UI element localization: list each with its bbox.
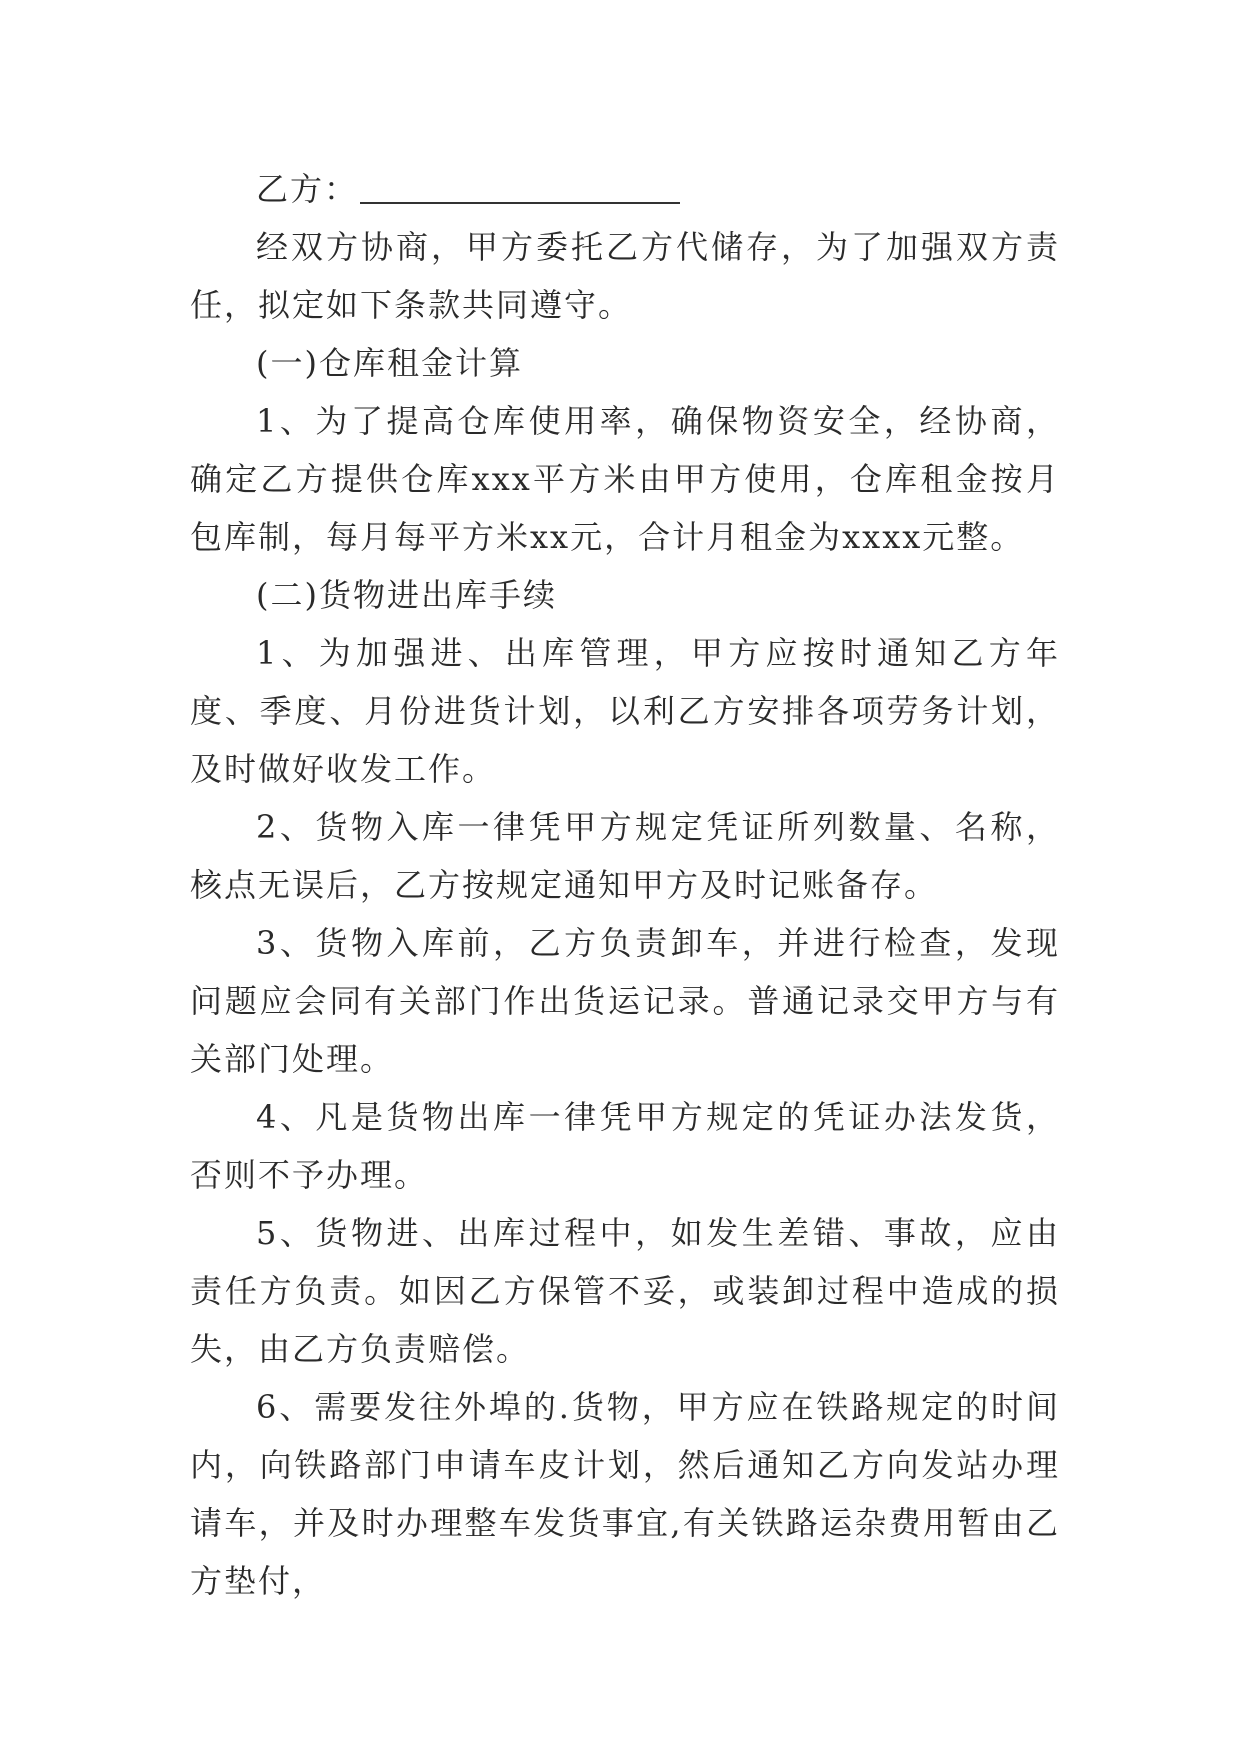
- clause-procedure-4: 4、凡是货物出库一律凭甲方规定的凭证办法发货，否则不予办理。: [190, 1098, 1060, 1194]
- party-b-label: 乙方：: [256, 170, 359, 208]
- party-b-blank: [360, 172, 680, 204]
- clause-procedure-1: 1、为加强进、出库管理，甲方应按时通知乙方年度、季度、月份进货计划，以利乙方安排各项劳务计划，及时做好收发工作。: [190, 634, 1060, 788]
- clause-procedure-6: 6、需要发往外埠的.货物，甲方应在铁路规定的时间内，向铁路部门申请车皮计划，然后通知乙方向发站办理请车，并及时办理整车发货事宜,有关铁路运杂费用暂由乙方垫付，: [190, 1388, 1060, 1600]
- section-heading-rent: (一)仓库租金计算: [256, 344, 523, 382]
- clause-procedure-3: 3、货物入库前，乙方负责卸车，并进行检查，发现问题应会同有关部门作出货运记录。普通记录交甲方与有关部门处理。: [190, 924, 1060, 1078]
- party-b-line: [190, 160, 1060, 218]
- paragraph-intro: 经双方协商，甲方委托乙方代储存，为了加强双方责任，拟定如下条款共同遵守。: [190, 228, 1060, 324]
- clause-rent-1: 1、为了提高仓库使用率，确保物资安全，经协商，确定乙方提供仓库xxx平方米由甲方使用，仓库租金按月包库制，每月每平方米xx元，合计月租金为xxxx元整。: [190, 402, 1060, 556]
- section-heading-procedures: (二)货物进出库手续: [256, 576, 557, 614]
- document-body: [190, 160, 1060, 1610]
- clause-procedure-5: 5、货物进、出库过程中，如发生差错、事故，应由责任方负责。如因乙方保管不妥，或装卸过程中造成的损失，由乙方负责赔偿。: [190, 1214, 1060, 1368]
- clause-procedure-2: 2、货物入库一律凭甲方规定凭证所列数量、名称，核点无误后，乙方按规定通知甲方及时记账备存。: [190, 808, 1060, 904]
